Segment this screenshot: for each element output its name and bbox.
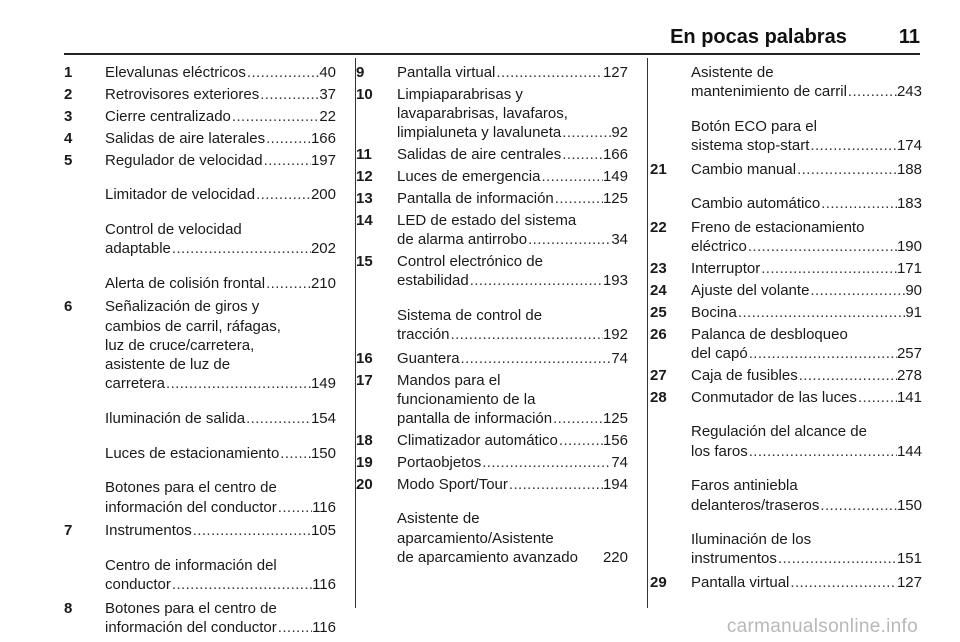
dot-leader: [171, 239, 311, 258]
entry-number: 10: [356, 85, 373, 103]
index-entry[interactable]: [64, 599, 336, 637]
entry-text: Luces de emergencia: [397, 168, 541, 186]
entry-text: Caja de fusibles: [691, 366, 798, 384]
dot-leader: [279, 444, 311, 463]
index-entry[interactable]: [650, 476, 922, 514]
entry-text: Iluminación de salida: [105, 409, 246, 427]
entry-text: asistente de luz de: [105, 356, 231, 374]
entry-number: 28: [650, 388, 667, 406]
entry-text: Retrovisores exteriores: [105, 85, 260, 103]
entry-text: Palanca de desbloqueo: [691, 325, 848, 343]
index-entry[interactable]: [64, 444, 336, 463]
index-entry[interactable]: [356, 211, 628, 249]
entry-text: Señalización de giros y: [105, 298, 260, 316]
entry-page[interactable]: 278: [896, 366, 922, 384]
entry-text: mantenimiento de carril: [691, 83, 847, 101]
entry-number: 8: [64, 599, 73, 617]
entry-text: Salidas de aire centrales: [397, 146, 562, 164]
index-entry[interactable]: [356, 85, 628, 143]
index-column-2: [356, 63, 628, 571]
entry-text: del capó: [691, 344, 748, 362]
entry-page[interactable]: 116: [312, 498, 336, 516]
entry-text: Portaobjetos: [397, 453, 482, 471]
dot-leader: [460, 349, 612, 368]
index-entry[interactable]: [64, 220, 336, 258]
entry-page[interactable]: 127: [602, 64, 628, 81]
dot-leader: [508, 475, 603, 494]
entry-number: 3: [64, 107, 73, 125]
index-entry[interactable]: [650, 366, 922, 385]
index-entry[interactable]: [64, 185, 336, 204]
entry-page[interactable]: 116: [312, 618, 336, 636]
entry-page[interactable]: 34: [611, 231, 628, 249]
entry-text: Cierre centralizado: [105, 107, 231, 125]
dot-leader: [747, 237, 897, 256]
dot-leader: [469, 271, 603, 290]
index-entry[interactable]: [650, 422, 922, 460]
entry-text: Asistente de: [397, 510, 480, 528]
entry-text: Pantalla virtual: [397, 64, 496, 81]
index-entry[interactable]: [64, 478, 336, 516]
entry-text: Botones para el centro de: [105, 599, 277, 617]
entry-page[interactable]: 200: [310, 186, 336, 204]
entry-page[interactable]: 190: [896, 238, 922, 256]
entry-text: carretera: [105, 375, 166, 393]
dot-leader: [789, 573, 897, 592]
dot-leader: [495, 63, 603, 82]
index-entry[interactable]: [64, 151, 336, 170]
entry-text: Regulación del alcance de: [691, 423, 867, 441]
entry-number: 14: [356, 211, 373, 229]
index-entry[interactable]: [356, 509, 628, 567]
header-rule: [64, 53, 920, 55]
entry-text: limpialuneta y lavaluneta: [397, 124, 562, 142]
dot-leader: [481, 453, 611, 472]
entry-page[interactable]: 174: [896, 137, 922, 155]
index-entry[interactable]: [650, 530, 922, 568]
entry-page[interactable]: 197: [310, 151, 336, 169]
entry-text: Iluminación de los: [691, 531, 812, 549]
entry-text: Alerta de colisión frontal: [105, 274, 266, 292]
index-entry[interactable]: [64, 274, 336, 293]
index-entry[interactable]: [64, 409, 336, 428]
entry-number: 9: [356, 64, 365, 81]
index-entry[interactable]: [650, 388, 922, 407]
dot-leader: [552, 409, 603, 428]
entry-page[interactable]: 22: [319, 107, 336, 125]
entry-number: 22: [650, 219, 667, 236]
section-title: En pocas palabras: [670, 26, 847, 48]
entry-text: información del conductor: [105, 618, 277, 636]
entry-text: eléctrico: [691, 238, 747, 256]
entry-number: 4: [64, 129, 73, 147]
dot-leader: [540, 167, 603, 186]
dot-leader: [798, 366, 897, 385]
entry-text: tracción: [397, 326, 450, 344]
index-column-3: [650, 63, 922, 595]
entry-text: Cambio automático: [691, 195, 821, 213]
entry-text: Faros antiniebla: [691, 477, 798, 495]
dot-leader: [263, 151, 311, 170]
entry-number: 25: [650, 303, 667, 321]
entry-text: Modo Sport/Tour: [397, 475, 508, 493]
dot-leader: [231, 107, 319, 126]
dot-leader: [277, 498, 312, 517]
dot-leader: [777, 549, 897, 568]
entry-text: Freno de estacionamiento: [691, 219, 865, 236]
dot-leader: [171, 575, 312, 594]
dot-leader: [748, 442, 897, 461]
index-entry[interactable]: [356, 371, 628, 429]
entry-text: instrumentos: [691, 550, 777, 568]
entry-text: conductor: [105, 576, 171, 594]
entry-text: de aparcamiento avanzado: [397, 548, 578, 566]
index-entry[interactable]: [650, 160, 922, 179]
entry-number: 24: [650, 281, 667, 299]
dot-leader: [265, 129, 311, 148]
entry-text: LED de estado del sistema: [397, 211, 577, 229]
entry-number: 2: [64, 85, 73, 103]
entry-page[interactable]: 74: [611, 349, 628, 367]
entry-text: adaptable: [105, 240, 171, 258]
entry-text: Mandos para el: [397, 371, 501, 389]
index-entry[interactable]: [356, 252, 628, 290]
index-entry[interactable]: [356, 145, 628, 164]
entry-text: Guantera: [397, 349, 460, 367]
entry-text: cambios de carril, ráfagas,: [105, 317, 281, 335]
entry-page[interactable]: 188: [896, 160, 922, 178]
dot-leader: [847, 82, 897, 101]
index-entry[interactable]: [650, 218, 922, 256]
entry-text: los faros: [691, 442, 748, 460]
dot-leader: [561, 123, 611, 142]
entry-text: estabilidad: [397, 272, 469, 290]
dot-leader: [245, 409, 311, 428]
entry-text: Limpiaparabrisas y: [397, 85, 523, 103]
entry-text: pantalla de información: [397, 409, 553, 427]
entry-number: 12: [356, 168, 373, 186]
index-entry[interactable]: [64, 85, 336, 104]
entry-page[interactable]: 243: [896, 83, 922, 101]
index-entry[interactable]: [650, 573, 922, 592]
index-entry[interactable]: [64, 107, 336, 126]
dot-leader: [450, 325, 603, 344]
index-entry[interactable]: [650, 303, 922, 322]
entry-page[interactable]: 156: [602, 431, 628, 449]
entry-text: Conmutador de las luces: [691, 388, 857, 406]
entry-page[interactable]: 125: [602, 189, 628, 207]
entry-text: Luces de estacionamiento: [105, 444, 280, 462]
entry-page[interactable]: 40: [319, 64, 336, 81]
index-entry[interactable]: [356, 349, 628, 368]
entry-number: 17: [356, 371, 373, 389]
entry-text: aparcamiento/Asistente: [397, 529, 554, 547]
entry-text: información del conductor: [105, 498, 277, 516]
entry-text: Ajuste del volante: [691, 281, 810, 299]
entry-page[interactable]: 150: [896, 496, 922, 514]
index-entry[interactable]: [356, 167, 628, 186]
entry-number: 20: [356, 475, 373, 493]
entry-text: Regulador de velocidad: [105, 151, 263, 169]
index-entry[interactable]: [650, 117, 922, 155]
entry-number: 16: [356, 349, 373, 367]
entry-number: 7: [64, 522, 73, 540]
entry-page[interactable]: 141: [896, 388, 922, 406]
index-entry[interactable]: [650, 325, 922, 363]
entry-text: Cambio manual: [691, 160, 797, 178]
entry-page[interactable]: 105: [310, 522, 336, 540]
entry-text: Control de velocidad: [105, 220, 242, 238]
entry-page[interactable]: 90: [905, 281, 922, 299]
entry-number: 1: [64, 64, 73, 81]
entry-text: Climatizador automático: [397, 431, 558, 449]
index-column-1: [64, 63, 336, 640]
page-header: [670, 26, 920, 49]
entry-text: Botón ECO para el: [691, 117, 817, 135]
entry-text: Limitador de velocidad: [105, 186, 256, 204]
entry-number: 15: [356, 252, 373, 270]
dot-leader: [809, 281, 905, 300]
entry-page[interactable]: 116: [312, 576, 336, 594]
index-entry[interactable]: [64, 556, 336, 594]
dot-leader: [259, 85, 319, 104]
dot-leader: [192, 521, 311, 540]
index-entry[interactable]: [356, 453, 628, 472]
entry-text: delanteros/traseros: [691, 496, 820, 514]
dot-leader: [558, 431, 603, 450]
entry-number: 19: [356, 453, 373, 471]
dot-leader: [809, 136, 897, 155]
entry-text: Pantalla de información: [397, 189, 554, 207]
index-entry[interactable]: [650, 194, 922, 213]
index-entry[interactable]: [64, 129, 336, 148]
entry-page[interactable]: 257: [896, 344, 922, 362]
index-entry[interactable]: [650, 259, 922, 278]
dot-leader: [527, 230, 611, 249]
dot-leader: [561, 145, 603, 164]
entry-text: Instrumentos: [105, 522, 192, 540]
dot-leader: [819, 496, 897, 515]
column-divider: [647, 58, 648, 608]
entry-number: 5: [64, 151, 73, 169]
index-entry[interactable]: [356, 475, 628, 494]
entry-page[interactable]: 154: [310, 409, 336, 427]
entry-page[interactable]: 220: [602, 548, 628, 566]
dot-leader: [165, 374, 311, 393]
dot-leader: [857, 388, 897, 407]
entry-page[interactable]: 37: [319, 85, 336, 103]
entry-page[interactable]: 151: [896, 550, 922, 568]
entry-text: Botones para el centro de: [105, 479, 277, 497]
entry-page[interactable]: 149: [602, 168, 628, 186]
entry-number: 11: [356, 146, 372, 164]
index-entry[interactable]: [64, 521, 336, 540]
entry-page[interactable]: 166: [310, 129, 336, 147]
entry-page[interactable]: 149: [310, 375, 336, 393]
entry-page[interactable]: 125: [602, 409, 628, 427]
entry-page[interactable]: 194: [602, 475, 628, 493]
entry-page[interactable]: 202: [310, 240, 336, 258]
index-entry[interactable]: [64, 297, 336, 393]
index-entry[interactable]: [650, 63, 922, 101]
entry-text: sistema stop-start: [691, 137, 810, 155]
entry-page[interactable]: 192: [602, 326, 628, 344]
dot-leader: [737, 303, 905, 322]
entry-text: Elevalunas eléctricos: [105, 64, 246, 81]
entry-number: 29: [650, 574, 667, 592]
dot-leader: [820, 194, 897, 213]
dot-leader: [748, 344, 897, 363]
entry-text: Centro de información del: [105, 556, 277, 574]
entry-text: Bocina: [691, 303, 737, 321]
entry-page[interactable]: 150: [310, 444, 336, 462]
entry-page[interactable]: 171: [896, 260, 922, 278]
entry-page[interactable]: 193: [602, 272, 628, 290]
entry-text: Sistema de control de: [397, 306, 543, 324]
entry-text: lavaparabrisas, lavafaros,: [397, 105, 568, 123]
entry-number: 23: [650, 260, 667, 278]
index-entry[interactable]: [650, 281, 922, 300]
index-entry[interactable]: [356, 189, 628, 208]
entry-number: 6: [64, 298, 73, 316]
entry-text: funcionamiento de la: [397, 390, 536, 408]
entry-page[interactable]: 74: [611, 453, 628, 471]
entry-text: Asistente de: [691, 64, 774, 81]
entry-number: 21: [650, 160, 667, 178]
entry-text: Salidas de aire laterales: [105, 129, 266, 147]
entry-page[interactable]: 183: [896, 195, 922, 213]
entry-number: 26: [650, 325, 667, 343]
index-entry[interactable]: [356, 431, 628, 450]
index-entry[interactable]: [356, 306, 628, 344]
index-entry[interactable]: [356, 63, 628, 82]
entry-page[interactable]: 127: [896, 574, 922, 592]
entry-text: Interruptor: [691, 260, 761, 278]
page-number: 11: [898, 26, 920, 48]
entry-page[interactable]: 91: [905, 303, 922, 321]
entry-text: de alarma antirrobo: [397, 231, 528, 249]
entry-page[interactable]: 166: [602, 146, 628, 164]
dot-leader: [760, 259, 897, 278]
entry-text: Pantalla virtual: [691, 574, 790, 592]
entry-page[interactable]: 92: [611, 124, 628, 142]
entry-page[interactable]: 144: [896, 442, 922, 460]
entry-number: 13: [356, 189, 373, 207]
entry-page[interactable]: 210: [310, 274, 336, 292]
dot-leader: [255, 185, 311, 204]
entry-text: luz de cruce/carretera,: [105, 336, 255, 354]
dot-leader: [554, 189, 603, 208]
dot-leader: [265, 274, 311, 293]
dot-leader: [277, 618, 312, 637]
entry-number: 27: [650, 366, 667, 384]
dot-leader: [246, 63, 319, 82]
index-entry[interactable]: [64, 63, 336, 82]
entry-text: Control electrónico de: [397, 252, 543, 270]
entry-number: 18: [356, 431, 373, 449]
dot-leader: [796, 160, 897, 179]
watermark: carmanualsonline.info: [726, 616, 918, 637]
